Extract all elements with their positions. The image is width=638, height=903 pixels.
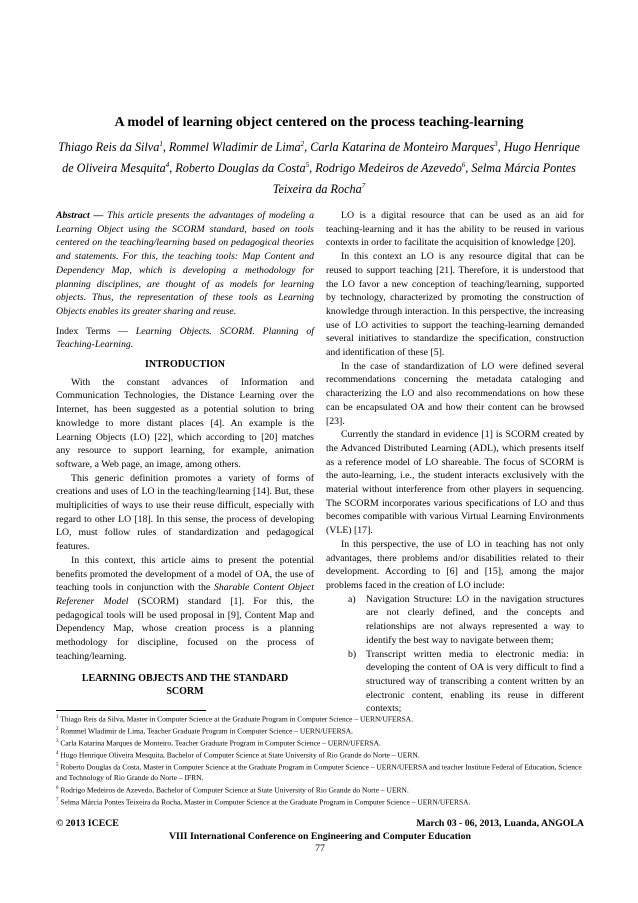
footnote: $^3$ Carla Katarina Marques de Monteiro, Teacher Graduate Program in Computer Science – UERN/UFERSA.	[56, 738, 381, 748]
footnote: $^4$ Hugo Henrique Oliveira Mesquita, Bachelor of Computer Science at State University of Rio Grande do Norte – UERN.	[56, 750, 420, 760]
abstract-text: This article presents the advantages of modeling a Learning Object using the SCORM standard, based on tools centered on the teaching/learning based on pedagogical theories and statements. For this, the teaching tools: Map Content and Dependency Map, which is developing a methodology for planning disciplines, are thought of as models for learning objects. Thus, the representation of these tools as Learning Objects enables its greater sharing and reuse.	[56, 210, 314, 317]
paragraph: LO is a digital resource that can be used as an aid for teaching-learning and it has the ability to be reused in various contexts in order to facilitate the acquisition of knowledge [20].	[326, 210, 584, 249]
author: Roberto Douglas da Costa$^5$,	[175, 161, 316, 176]
problem-list	[348, 593, 584, 716]
list-text: Navigation Structure: LO in the navigation structures are not clearly defined, and the concepts and relationships are not always represented a way to identify the best way to navigate between them;	[366, 593, 584, 646]
footnote: $^5$ Roberto Douglas da Costa, Master in Computer Science at the Graduate Program in Computer Science – UERN/UFERSA and teacher Institute Federal of Education, Science and Technology of Rio Grande do Norte – IFRN.	[56, 762, 582, 782]
right-column	[326, 209, 584, 716]
footnote-divider	[56, 710, 206, 711]
list-label: b)	[348, 648, 357, 660]
author: Thiago Reis da Silva$^1$,	[58, 140, 169, 155]
section-heading-introduction: INTRODUCTION	[144, 359, 225, 371]
left-column	[56, 209, 314, 703]
list-item	[348, 648, 584, 717]
conference-date: March 03 - 06, 2013, Luanda, ANGOLA	[416, 818, 584, 829]
author: Carla Katarina de Monteiro Marques$^3$,	[310, 140, 504, 155]
index-terms-text: Learning Objects. SCORM. Planning of Teaching-Learning.	[56, 325, 314, 351]
author-list	[56, 135, 582, 198]
index-terms-label: Index Terms —	[56, 325, 136, 337]
paper-title: A model of learning object centered on the process teaching-learning	[114, 115, 524, 130]
conference-name: VIII International Conference on Engineering and Computer Education	[168, 831, 471, 842]
section-heading-learning-objects: LEARNING OBJECTS AND THE STANDARD SCORM	[81, 672, 289, 698]
author: Rodrigo Medeiros de Azevedo$^6$,	[315, 161, 472, 176]
index-terms	[56, 325, 314, 352]
paragraph: In the case of standardization of LO were defined several recommendations concerning the metadata cataloging and characterizing the LO and also recommendations on how these can be encapsulated OA and how their content can be browsed [23].	[326, 360, 584, 427]
author: Rommel Wladimir de Lima$^2$,	[168, 140, 311, 155]
paragraph: This generic definition promotes a variety of forms of creations and uses of LO in the teaching/learning [14]. But, these multiplicities of ways to use their reuse difficult, especially with regard to other LO [18]. In this sense, the process of developing LO, must follow rules of standardization and pedagogical features.	[56, 472, 314, 553]
footnotes	[56, 713, 584, 808]
paragraph: In this context, this article aims to present the potential benefits promoted the development of a model of OA, the use of teaching tools in conjunction with the Sharable Content Object Referener Model (SCORM) standard [1]. For this, the pedagogical tools will be used proposal in [9], Content Map and Dependency Map, whose creation process is a planning methodology for discipline, focused on the process of teaching/learning.	[56, 554, 314, 662]
footnote: $^1$ Thiago Reis da Silva, Master in Computer Science at the Graduate Program in Computer Science – UERN/UFERSA.	[56, 714, 414, 724]
footnote: $^7$ Selma Márcia Pontes Teixeira da Rocha, Master in Computer Science at the Graduate Program in Computer Science – UERN/UFERSA.	[56, 797, 471, 806]
author: Selma Márcia Pontes Teixeira da Rocha$^7$	[272, 161, 576, 197]
paragraph: Currently the standard in evidence [1] is SCORM created by the Advanced Distributed Learning (ADL), which presents itself as a reference model of LO shareable. The focus of SCORM is the auto-learning, i.e., the student interacts exclusively with the material without interference from other players in sequencing. The SCORM incorporates various specifications of LO and thus becomes compatible with various Virtual Learning Environments (VLE) [17].	[326, 429, 584, 537]
paragraph: In this context an LO is any resource digital that can be reused to support teaching [21]. Therefore, it is understood that the LO favor a new conception of teaching/learning, supported by technology, characterized by promoting the construction of knowledge through interaction. In this perspective, the increasing use of LO activities to support the teaching-learning demanded several initiatives to standardize the specification, construction and identification of these [5].	[326, 251, 584, 359]
abstract	[56, 209, 314, 319]
paragraph: In this perspective, the use of LO in teaching has not only advantages, there problems and/or disabilities related to their development. According to [6] and [15], among the major problems faced in the creation of LO include:	[326, 538, 584, 591]
copyright: © 2013 ICECE	[56, 818, 119, 829]
page-number: 77	[315, 843, 325, 854]
footnote: $^2$ Rommel Wladimir de Lima, Teacher Graduate Program in Computer Science – UERN/UFERSA.	[56, 726, 354, 736]
list-text: Transcript written media to electronic media: in developing the content of OA is very difficult to find a structured way of transcribing a content written by an electronic content, enabling its reuse in different contexts;	[366, 648, 584, 715]
footnote: $^6$ Rodrigo Medeiros de Azevedo, Bachelor of Computer Science at State University of Rio Grande do Norte – UERN.	[56, 785, 409, 794]
page-footer	[56, 818, 584, 854]
paragraph: With the constant advances of Information and Communication Technologies, the Distance Learning over the Internet, has been suggested as a potential solution to bring knowledge to more distant places [4]. An example is the Learning Objects (LO) [22], which according to [20] matches any resource to support learning, for example, animation software, a Web page, an image, among others.	[56, 376, 314, 470]
abstract-label: Abstract —	[56, 210, 108, 221]
list-item	[348, 593, 584, 648]
list-label: a)	[348, 593, 356, 605]
author: Hugo Henrique de Oliveira Mesquita$^4$,	[62, 140, 580, 176]
